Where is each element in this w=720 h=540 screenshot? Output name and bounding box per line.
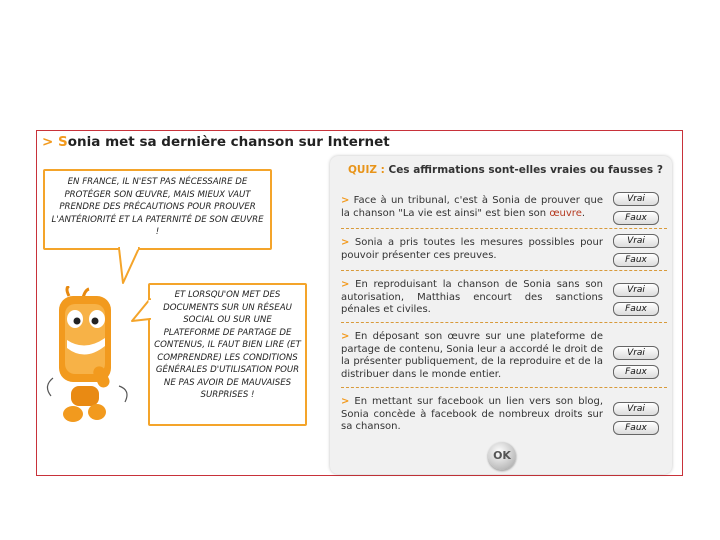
ok-button[interactable]: OK: [488, 442, 516, 470]
page-title: [42, 134, 390, 150]
quiz-title-text: Ces affirmations sont-elles vraies ou fausses ?: [388, 164, 663, 176]
q5-true-button[interactable]: Vrai: [613, 402, 659, 416]
question-marker: >: [341, 396, 350, 407]
speech-bubble-2: ET LORSQU'ON MET DES DOCUMENTS SUR UN RÉSEAU SOCIAL OU SUR UNE PLATEFORME DE PARTAGE DE CONTENUS, IL FAUT BIEN LIRE (ET COMPRENDRE) LES CONDITIONS GÉNÉRALES D'UTILISATION POUR NE PAS AVOIR DE MAUVAISES SURPRISES !: [148, 283, 307, 426]
question-highlight: œuvre: [549, 207, 582, 219]
title-text: onia met sa dernière chanson sur Internet: [67, 134, 390, 150]
q3-false-button[interactable]: Faux: [613, 302, 659, 316]
question-marker: >: [341, 331, 350, 342]
q3-true-button[interactable]: Vrai: [613, 283, 659, 297]
speech-bubble-1: EN FRANCE, IL N'EST PAS NÉCESSAIRE DE PROTÉGER SON ŒUVRE, MAIS MIEUX VAUT PRENDRE DES PRÉCAUTIONS POUR PROUVER L'ANTÉRIORITÉ ET LA PATERNITÉ DE SON ŒUVRE !: [43, 169, 272, 250]
q1-false-button[interactable]: Faux: [613, 211, 659, 225]
question-text: En déposant son œuvre sur une plateforme de partage de contenu, Sonia leur a accordé le droit de la présenter publiquement, de la reproduire et de la distribuer dans le monde entier.: [341, 331, 603, 380]
question-text: Face à un tribunal, c'est à Sonia de prouver que la chanson "La vie est ainsi" est bien son: [341, 195, 603, 219]
quiz-question-3: [341, 279, 603, 317]
question-divider: [341, 387, 667, 388]
question-divider: [341, 228, 667, 229]
question-divider: [341, 322, 667, 323]
q1-true-button[interactable]: Vrai: [613, 192, 659, 206]
question-marker: >: [341, 279, 350, 290]
q4-false-button[interactable]: Faux: [613, 365, 659, 379]
quiz-question-2: [341, 237, 603, 262]
q2-false-button[interactable]: Faux: [613, 253, 659, 267]
quiz-question-4: [341, 331, 603, 381]
q4-true-button[interactable]: Vrai: [613, 346, 659, 360]
quiz-panel: [330, 156, 672, 474]
bubble-1-tail: [117, 247, 147, 287]
quiz-title-prefix: QUIZ :: [348, 164, 389, 176]
lesson-frame: [36, 130, 683, 476]
mascot-character: [39, 286, 139, 426]
question-tail: .: [581, 207, 586, 219]
title-initial: S: [58, 134, 68, 150]
quiz-question-1: [341, 195, 603, 220]
quiz-title: [348, 164, 663, 176]
question-divider: [341, 270, 667, 271]
question-text: En mettant sur facebook un lien vers son blog, Sonia concède à facebook de nombreux droits sur sa chanson.: [341, 396, 603, 433]
question-marker: >: [341, 195, 350, 206]
title-arrow: >: [42, 134, 54, 150]
question-text: Sonia a pris toutes les mesures possibles pour pouvoir présenter ces preuves.: [341, 237, 603, 261]
q2-true-button[interactable]: Vrai: [613, 234, 659, 248]
question-marker: >: [341, 237, 350, 248]
quiz-question-5: [341, 396, 603, 434]
question-text: En reproduisant la chanson de Sonia sans son autorisation, Matthias encourt des sanctions pénales et civiles.: [341, 279, 603, 316]
q5-false-button[interactable]: Faux: [613, 421, 659, 435]
